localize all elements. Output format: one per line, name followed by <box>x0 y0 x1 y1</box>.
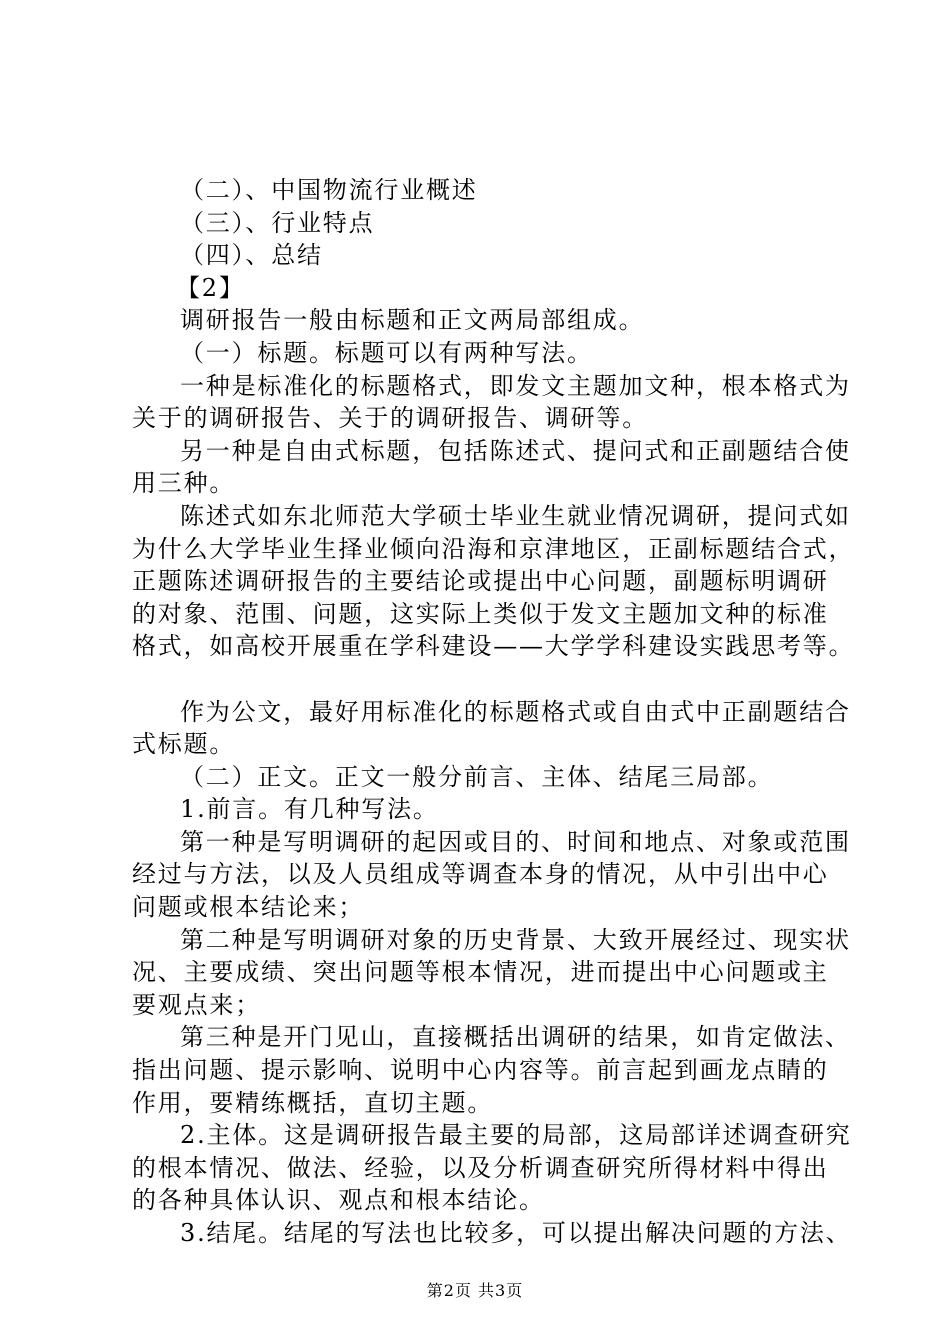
paragraph-line: 2.主体。这是调研报告最主要的局部，这局部详述调查研究 <box>180 1121 852 1150</box>
paragraph-line: 第三种是开门见山，直接概括出调研的结果，如肯定做法、 <box>180 1023 851 1052</box>
paragraph-line: 况、主要成绩、突出问题等根本情况，进而提出中心问题或主 <box>132 958 829 987</box>
paragraph-line: 1.前言。有几种写法。 <box>180 795 439 824</box>
paragraph-line: 为什么大学毕业生择业倾向沿海和京津地区，正副标题结合式， <box>132 534 855 563</box>
paragraph-line: 用三种。 <box>132 469 236 498</box>
paragraph-line: 作为公文，最好用标准化的标题格式或自由式中正副题结合 <box>180 697 851 726</box>
paragraph-line: 作用，要精练概括，直切主题。 <box>132 1088 494 1117</box>
paragraph-line: 格式，如高校开展重在学科建设——大学学科建设实践思考等。 <box>132 632 855 661</box>
paragraph-gap <box>132 663 852 696</box>
heading-line: （二）、中国物流行业概述 <box>180 176 478 204</box>
page-footer: 第2页 共3页 <box>426 1281 524 1300</box>
paragraph-line: 第一种是写明调研的起因或目的、时间和地点、对象或范围 <box>180 827 851 856</box>
document-body <box>132 174 855 1250</box>
paragraph-line: 一种是标准化的标题格式，即发文主题加文种，根本格式为 <box>180 371 851 400</box>
heading-line: （三）、行业特点 <box>180 208 375 237</box>
paragraph-line: 要观点来； <box>132 990 261 1019</box>
paragraph-line: 另一种是自由式标题，包括陈述式、提问式和正副题结合使 <box>180 436 851 465</box>
paragraph-line: （二）正文。正文一般分前言、主体、结尾三局部。 <box>180 762 774 791</box>
paragraph-line: 式标题。 <box>132 730 236 759</box>
heading-line: （四）、总结 <box>180 241 323 270</box>
paragraph-line: 第二种是写明调研对象的历史背景、大致开展经过、现实状 <box>180 925 851 954</box>
paragraph-line: 的对象、范围、问题，这实际上类似于发文主题加文种的标准 <box>132 599 829 628</box>
paragraph-line: （一）标题。标题可以有两种写法。 <box>180 338 593 367</box>
paragraph-line: 指出问题、提示影响、说明中心内容等。前言起到画龙点睛的 <box>132 1056 829 1085</box>
paragraph-line: 的各种具体认识、观点和根本结论。 <box>132 1186 545 1215</box>
section-marker: 【2】 <box>176 273 245 302</box>
paragraph-line: 的根本情况、做法、经验，以及分析调查研究所得材料中得出 <box>132 1153 829 1182</box>
paragraph-line: 问题或根本结论来； <box>132 893 365 922</box>
paragraph-line: 调研报告一般由标题和正文两局部组成。 <box>180 306 645 335</box>
paragraph-line: 关于的调研报告、关于的调研报告、调研等。 <box>132 404 648 433</box>
paragraph-line: 陈述式如东北师范大学硕士毕业生就业情况调研，提问式如 <box>180 501 851 530</box>
paragraph-line: 经过与方法，以及人员组成等调查本身的情况，从中引出中心 <box>132 860 829 889</box>
paragraph-line: 正题陈述调研报告的主要结论或提出中心问题，副题标明调研 <box>132 567 829 596</box>
paragraph-line: 3.结尾。结尾的写法也比较多，可以提出解决问题的方法、 <box>180 1219 852 1247</box>
